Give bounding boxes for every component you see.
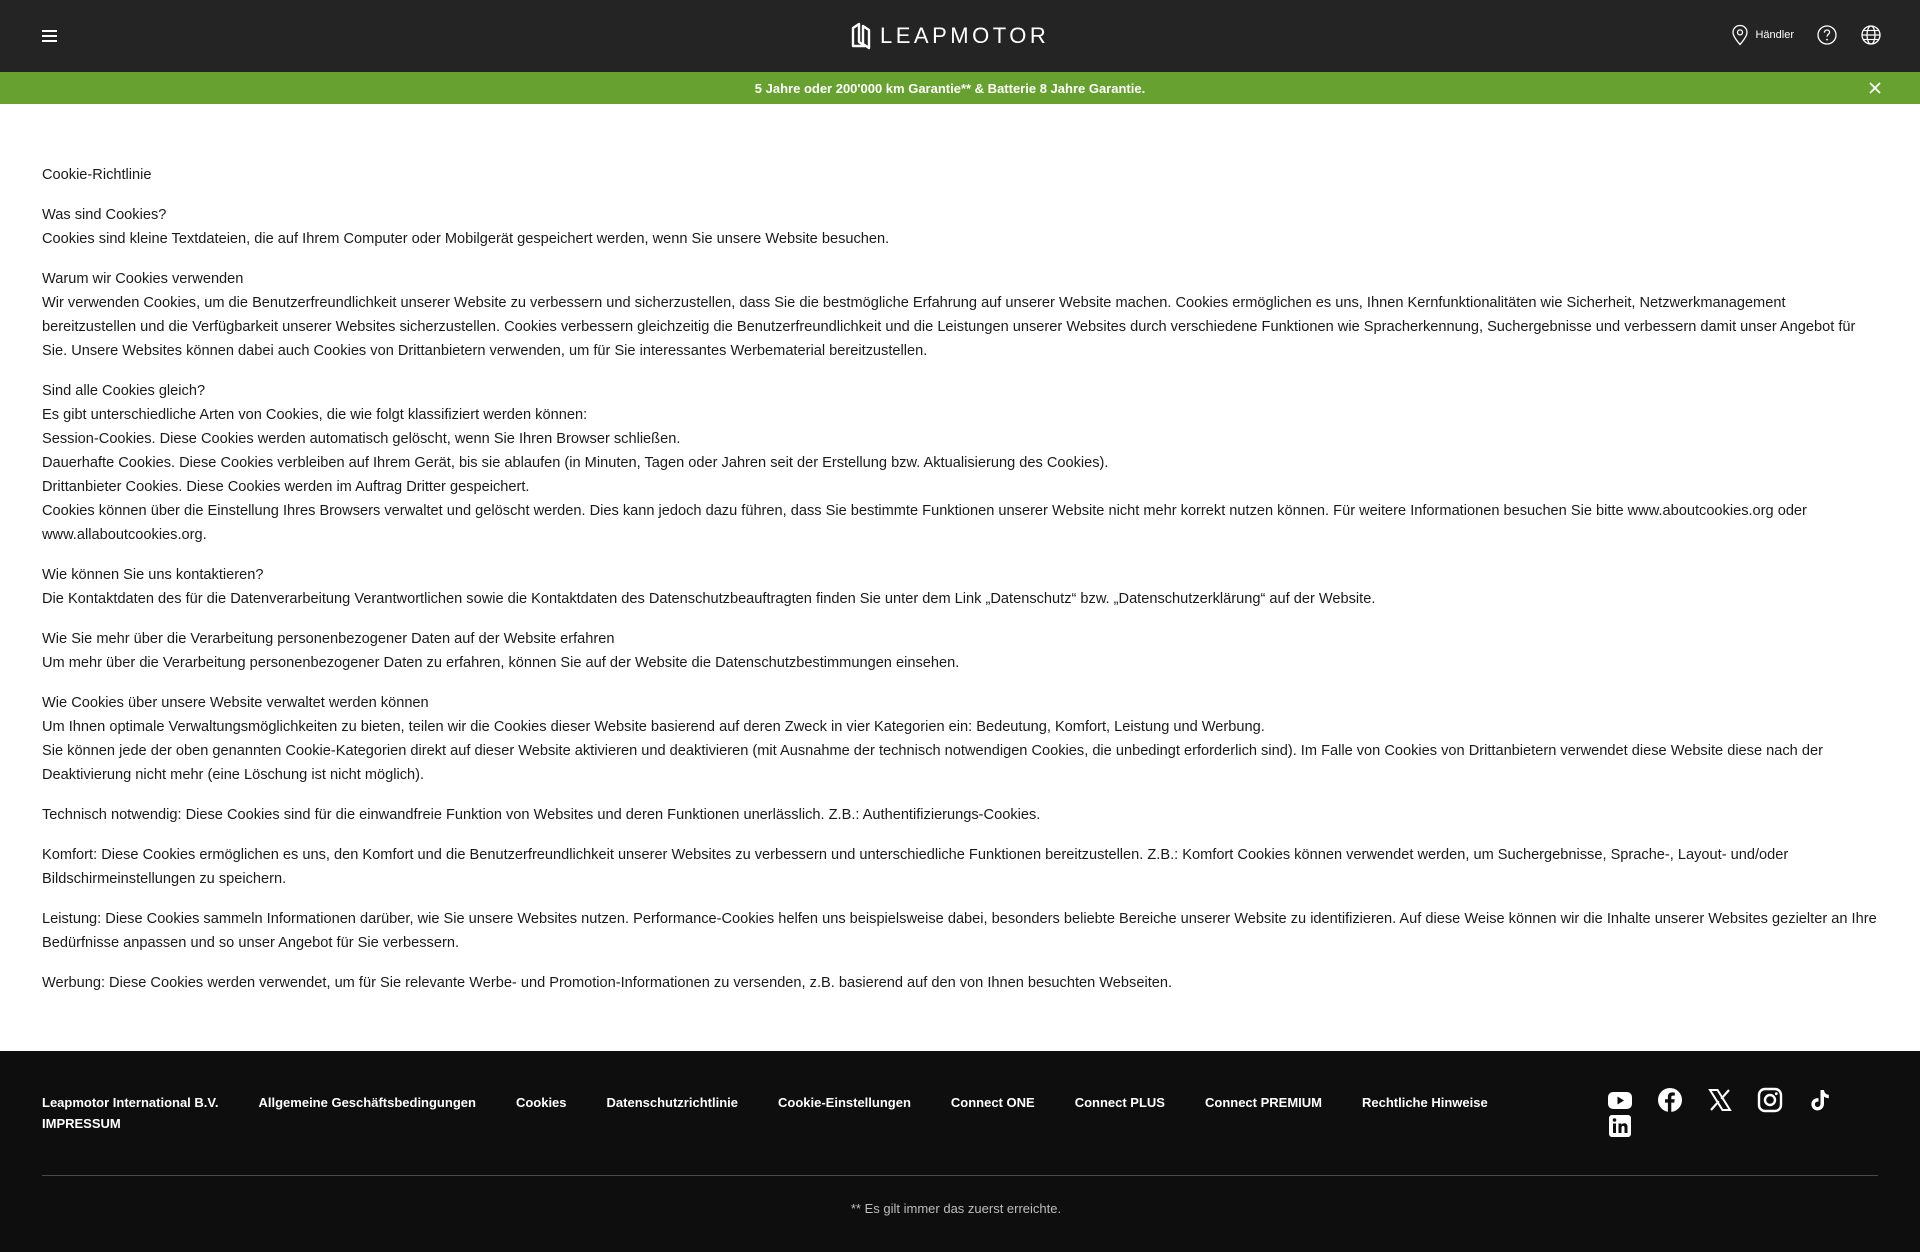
section-text: Komfort: Diese Cookies ermöglichen es uns, den Komfort und die Benutzerfreundlichkeit unserer Websites zu verbessern und unterschiedliche Funktionen bereitzustellen. Z.B.: Komfort Cookies können verwendet werden, um Suchergebnisse, Sprache-, Layout- und/oder Bildschirmeinstellungen zu speichern. xyxy=(42,847,1789,887)
cookie-policy-content xyxy=(42,163,1882,1011)
footer-link[interactable]: Connect ONE xyxy=(950,1095,1035,1110)
footer-links xyxy=(42,1095,1528,1110)
brand-name: LEAPMOTOR xyxy=(880,23,1050,48)
section-text: Werbung: Diese Cookies werden verwendet, um für Sie relevante Werbe- und Promotion-Informationen zu versenden, z.B. basierend auf den von Ihnen besuchten Webseiten. xyxy=(42,975,1173,991)
header-actions xyxy=(1731,24,1882,46)
footer-link[interactable]: Cookies xyxy=(515,1095,567,1110)
x-icon[interactable] xyxy=(1707,1087,1733,1113)
page-title xyxy=(42,163,1882,187)
dealer-link[interactable] xyxy=(1731,24,1794,46)
section-heading: Wie Cookies über unsere Website verwaltet werden können xyxy=(42,695,429,711)
tiktok-icon[interactable] xyxy=(1807,1087,1833,1113)
footer-link-impressum[interactable]: IMPRESSUM xyxy=(42,1116,121,1131)
policy-section xyxy=(42,267,1882,363)
instagram-icon[interactable] xyxy=(1757,1087,1783,1113)
section-heading: Was sind Cookies? xyxy=(42,207,167,223)
policy-section xyxy=(42,971,1882,995)
section-text: Es gibt unterschiedliche Arten von Cookies, die wie folgt klassifiziert werden können: xyxy=(42,407,588,423)
dealer-label: Händler xyxy=(1755,29,1794,41)
site-header xyxy=(0,0,1920,72)
footer-link[interactable]: Allgemeine Geschäftsbedingungen xyxy=(258,1095,476,1110)
footer-link[interactable]: Cookie-Einstellungen xyxy=(777,1095,911,1110)
footer-link[interactable]: Leapmotor International B.V. xyxy=(42,1095,219,1110)
section-text: Dauerhafte Cookies. Diese Cookies verbleiben auf Ihrem Gerät, bis sie ablaufen (in Minuten, Tagen oder Jahren seit der Erstellung bzw. Aktualisierung des Cookies). xyxy=(42,455,1109,471)
section-heading: Wie Sie mehr über die Verarbeitung personenbezogener Daten auf der Website erfahren xyxy=(42,631,615,647)
section-text: Cookies sind kleine Textdateien, die auf Ihrem Computer oder Mobilgerät gespeichert werden, wenn Sie unsere Website besuchen. xyxy=(42,231,890,247)
section-heading: Wie können Sie uns kontaktieren? xyxy=(42,567,264,583)
section-text: Sie können jede der oben genannten Cookie-Kategorien direkt auf dieser Website aktivieren und deaktivieren (mit Ausnahme der technisch notwendigen Cookies, die unbedingt erforderlich sind). Im Falle von Cookies von Drittanbietern verwendet diese Website diese nach der Deaktivierung nicht mehr (eine Löschung ist nicht möglich). xyxy=(42,743,1823,783)
policy-section xyxy=(42,803,1882,827)
youtube-icon[interactable] xyxy=(1607,1087,1633,1113)
footer-link[interactable]: Datenschutzrichtlinie xyxy=(606,1095,738,1110)
section-text: Die Kontaktdaten des für die Datenverarbeitung Verantwortlichen sowie die Kontaktdaten des Datenschutzbeauftragten finden Sie unter dem Link „Datenschutz“ bzw. „Datenschutzerklärung“ auf der Website. xyxy=(42,591,1376,607)
section-heading: Warum wir Cookies verwenden xyxy=(42,271,244,287)
footer-link[interactable]: Rechtliche Hinweise xyxy=(1361,1095,1488,1110)
section-text: Cookies können über die Einstellung Ihres Browsers verwaltet und gelöscht werden. Dies kann jedoch dazu führen, dass Sie bestimmte Funktionen unserer Website nicht mehr korrekt nutzen können. Für weitere Informationen besuchen Sie bitte www.aboutcookies.org oder www.allaboutcookies.org. xyxy=(42,503,1807,543)
policy-section xyxy=(42,691,1882,787)
section-text: Um Ihnen optimale Verwaltungsmöglichkeiten zu bieten, teilen wir die Cookies dieser Website basierend auf deren Zweck in vier Kategorien ein: Bedeutung, Komfort, Leistung und Werbung. xyxy=(42,719,1265,735)
hamburger-menu-icon[interactable] xyxy=(40,26,60,46)
section-text: Session-Cookies. Diese Cookies werden automatisch gelöscht, wenn Sie Ihren Browser schließen. xyxy=(42,431,681,447)
section-text: Wir verwenden Cookies, um die Benutzerfreundlichkeit unserer Website zu verbessern und sicherzustellen, dass Sie die bestmögliche Erfahrung auf unserer Website machen. Cookies ermöglichen es uns, Ihnen Kernfunktionalitäten wie Sicherheit, Netzwerkmanagement bereitzustellen und die Verfügbarkeit unserer Websites sicherzustellen. Cookies verbessern gleichzeitig die Benutzerfreundlichkeit und die Leistungen unserer Websites durch verschiedene Funktionen wie Spracherkennung, Suchergebnisse und verbessern damit unser Angebot für Sie. Unsere Websites können dabei auch Cookies von Drittanbietern verwenden, um für Sie interessantes Werbematerial bereitzustellen. xyxy=(42,295,1856,359)
brand-logo[interactable] xyxy=(850,20,1049,52)
footer-divider xyxy=(42,1175,1878,1176)
linkedin-icon[interactable] xyxy=(1607,1113,1633,1139)
leapmotor-logo-icon xyxy=(850,22,872,50)
section-text: Leistung: Diese Cookies sammeln Informationen darüber, wie Sie unsere Websites nutzen. Performance-Cookies helfen uns beispielsweise dabei, besonders beliebte Bereiche unserer Website zu identifizieren. Auf diese Weise können wir die Inhalte unserer Websites gezielter an Ihre Bedürfnisse anpassen und so unser Angebot für Sie verbessern. xyxy=(42,911,1877,951)
footer-link[interactable]: Connect PREMIUM xyxy=(1204,1095,1322,1110)
section-text: Drittanbieter Cookies. Diese Cookies werden im Auftrag Dritter gespeichert. xyxy=(42,479,530,495)
facebook-icon[interactable] xyxy=(1657,1087,1683,1113)
section-text: Cookie-Richtlinie xyxy=(42,167,152,183)
policy-section xyxy=(42,907,1882,955)
policy-section xyxy=(42,203,1882,251)
globe-language-icon[interactable] xyxy=(1860,24,1882,46)
footer-footnote: ** Es gilt immer das zuerst erreichte. xyxy=(850,1201,1062,1216)
help-icon[interactable] xyxy=(1816,24,1838,46)
policy-section xyxy=(42,379,1882,547)
location-pin-icon xyxy=(1731,24,1749,46)
policy-section xyxy=(42,627,1882,675)
section-heading: Sind alle Cookies gleich? xyxy=(42,383,206,399)
footer-link[interactable]: Connect PLUS xyxy=(1074,1095,1165,1110)
policy-section xyxy=(42,563,1882,611)
warranty-banner xyxy=(0,72,1920,104)
section-text: Technisch notwendig: Diese Cookies sind für die einwandfreie Funktion von Websites und deren Funktionen unerlässlich. Z.B.: Authentifizierungs-Cookies. xyxy=(42,807,1041,823)
banner-text: 5 Jahre oder 200'000 km Garantie** & Batterie 8 Jahre Garantie. xyxy=(754,81,1146,96)
policy-section xyxy=(42,843,1882,891)
close-icon[interactable] xyxy=(1868,81,1882,95)
section-text: Um mehr über die Verarbeitung personenbezogener Daten zu erfahren, können Sie auf der Website die Datenschutzbestimmungen einsehen. xyxy=(42,655,960,671)
site-footer xyxy=(0,1051,1920,1252)
